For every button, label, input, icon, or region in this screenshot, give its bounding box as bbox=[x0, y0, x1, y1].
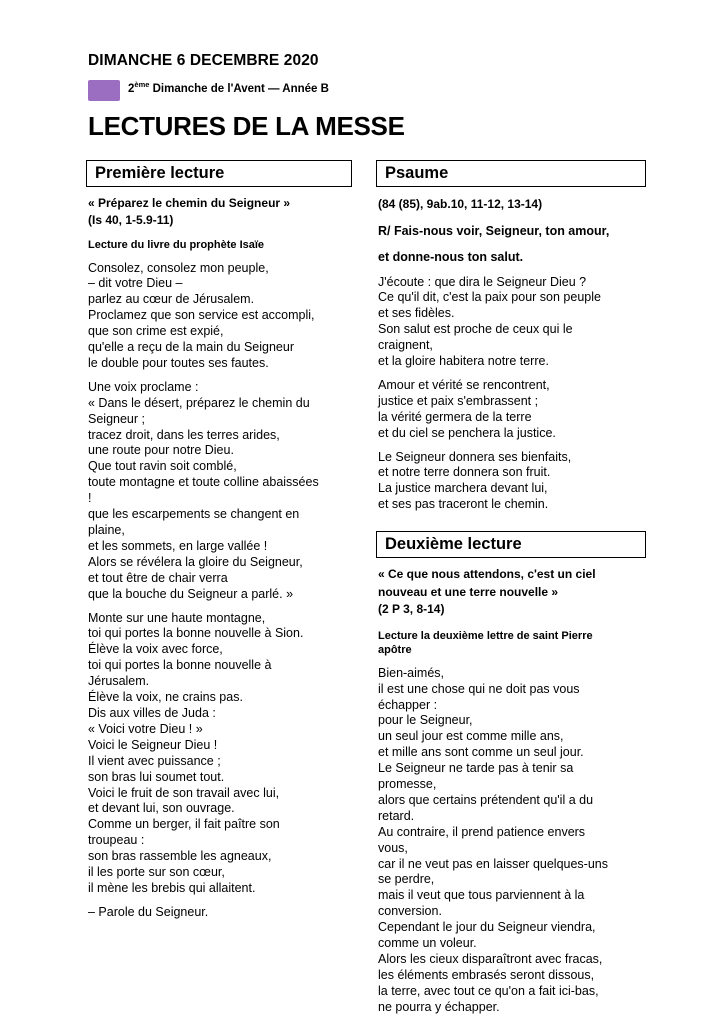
text-line: il mène les brebis qui allaitent. bbox=[88, 880, 256, 895]
text-line: et ses pas traceront le chemin. bbox=[378, 497, 549, 512]
intro-line: Lecture la deuxième lettre de saint Pierre bbox=[378, 629, 593, 642]
text-line: Consolez, consolez mon peuple, bbox=[88, 260, 269, 275]
text-line: que les escarpements se changent en bbox=[88, 507, 300, 522]
text-line: Élève la voix, ne crains pas. bbox=[88, 690, 243, 705]
subtitle-text: Dimanche de l'Avent — Année B bbox=[149, 82, 329, 95]
ref-line: (2 P 3, 8-14) bbox=[378, 602, 445, 617]
text-line: ! bbox=[88, 491, 92, 506]
text-line: La justice marchera devant lui, bbox=[378, 481, 548, 496]
text-line: que son crime est expié, bbox=[88, 324, 224, 339]
text-line: Proclamez que son service est accompli, bbox=[88, 308, 315, 323]
text-line: promesse, bbox=[378, 777, 437, 792]
stanza bbox=[378, 666, 646, 1016]
sunday-subtitle bbox=[128, 80, 329, 95]
second-reading-title: Deuxième lecture bbox=[376, 531, 646, 558]
ref-line: nouveau et une terre nouvelle » bbox=[378, 584, 559, 599]
text-line: et tout être de chair verra bbox=[88, 570, 228, 585]
text-line: Monte sur une haute montagne, bbox=[88, 610, 266, 625]
text-line: le double pour toutes ses fautes. bbox=[88, 355, 269, 370]
text-line: la vérité germera de la terre bbox=[378, 409, 532, 424]
text-line: alors que certains prétendent qu'il a du bbox=[378, 792, 594, 807]
stanza bbox=[88, 380, 352, 603]
text-line: conversion. bbox=[378, 904, 442, 919]
text-line: Au contraire, il prend patience envers bbox=[378, 824, 586, 839]
text-line: craignent, bbox=[378, 338, 433, 353]
text-line: un seul jour est comme mille ans, bbox=[378, 729, 564, 744]
text-line: Cependant le jour du Seigneur viendra, bbox=[378, 920, 596, 935]
text-line: son bras rassemble les agneaux, bbox=[88, 849, 272, 864]
text-line: Ce qu'il dit, c'est la paix pour son peuple bbox=[378, 290, 601, 305]
text-line: Élève la voix avec force, bbox=[88, 642, 223, 657]
liturgical-color-swatch bbox=[88, 80, 120, 101]
stanza bbox=[378, 378, 646, 442]
second-reading-intro bbox=[378, 629, 646, 658]
ref-line: « Préparez le chemin du Seigneur » bbox=[88, 196, 291, 210]
text-line: Bien-aimés, bbox=[378, 665, 444, 680]
text-line: se perdre, bbox=[378, 872, 435, 887]
right-column bbox=[376, 160, 646, 1016]
stanza bbox=[378, 450, 646, 514]
text-line: pour le Seigneur, bbox=[378, 713, 473, 728]
text-line: Le Seigneur ne tarde pas à tenir sa bbox=[378, 761, 574, 776]
text-line: son bras lui soumet tout. bbox=[88, 769, 225, 784]
text-line: une route pour notre Dieu. bbox=[88, 443, 234, 458]
psalm-reference bbox=[378, 196, 646, 213]
text-line: ne pourra y échapper. bbox=[378, 999, 500, 1014]
text-line: plaine, bbox=[88, 523, 125, 537]
text-line: vous, bbox=[378, 840, 408, 855]
text-line: et mille ans sont comme un seul jour. bbox=[378, 745, 584, 760]
text-line: Jérusalem. bbox=[88, 674, 150, 689]
page-title: LECTURES DE LA MESSE bbox=[88, 111, 405, 141]
first-reading-text bbox=[86, 261, 352, 921]
text-line: la terre, avec tout ce qu'on a fait ici-bas, bbox=[378, 983, 599, 998]
text-line: car il ne veut pas en laisser quelques-uns bbox=[378, 856, 608, 871]
text-line: les éléments embrasés seront dissous, bbox=[378, 967, 595, 982]
text-line: et la gloire habitera notre terre. bbox=[378, 354, 549, 369]
subtitle-superscript: ème bbox=[134, 80, 150, 89]
stanza bbox=[88, 261, 352, 372]
text-line: parlez au cœur de Jérusalem. bbox=[88, 292, 255, 307]
text-line: Alors se révélera la gloire du Seigneur, bbox=[88, 554, 303, 569]
text-line: – Parole du Seigneur. bbox=[88, 904, 209, 919]
text-line: et ses fidèles. bbox=[378, 306, 455, 321]
refrain-line: et donne-nous ton salut. bbox=[378, 249, 524, 264]
text-line: mais il veut que tous parviennent à la bbox=[378, 888, 585, 903]
text-line: tracez droit, dans les terres arides, bbox=[88, 427, 280, 442]
stanza bbox=[88, 905, 352, 921]
text-line: « Voici votre Dieu ! » bbox=[88, 721, 203, 736]
intro-line: apôtre bbox=[378, 644, 412, 657]
text-line: et du ciel se penchera la justice. bbox=[378, 425, 556, 440]
psalm-title: Psaume bbox=[376, 160, 646, 187]
ref-line: « Ce que nous attendons, c'est un ciel bbox=[378, 567, 596, 582]
text-line: « Dans le désert, préparez le chemin du bbox=[88, 395, 310, 410]
text-line: comme un voleur. bbox=[378, 936, 477, 951]
text-line: toute montagne et toute colline abaissées bbox=[88, 475, 319, 490]
stanza bbox=[88, 611, 352, 897]
ref-line: (84 (85), 9ab.10, 11-12, 13-14) bbox=[378, 197, 543, 211]
first-reading-reference bbox=[88, 195, 352, 228]
subtitle-number: 2 bbox=[128, 82, 135, 95]
text-line: toi qui portes la bonne nouvelle à bbox=[88, 658, 272, 673]
text-line: Comme un berger, il fait paître son bbox=[88, 817, 280, 832]
second-reading-text bbox=[376, 666, 646, 1016]
date-heading: DIMANCHE 6 DECEMBRE 2020 bbox=[88, 52, 319, 69]
text-line: Voici le fruit de son travail avec lui, bbox=[88, 785, 280, 800]
text-line: que la bouche du Seigneur a parlé. » bbox=[88, 586, 294, 601]
text-line: et notre terre donnera son fruit. bbox=[378, 465, 551, 480]
text-line: et devant lui, son ouvrage. bbox=[88, 801, 235, 816]
text-line: il les porte sur son cœur, bbox=[88, 865, 225, 880]
text-line: toi qui portes la bonne nouvelle à Sion. bbox=[88, 626, 304, 641]
text-line: qu'elle a reçu de la main du Seigneur bbox=[88, 340, 294, 355]
text-line: retard. bbox=[378, 808, 415, 823]
text-line: Une voix proclame : bbox=[88, 379, 199, 394]
psalm-refrain bbox=[378, 221, 646, 267]
text-line: échapper : bbox=[378, 697, 438, 712]
text-line: Seigneur ; bbox=[88, 411, 145, 426]
text-line: il est une chose qui ne doit pas vous bbox=[378, 681, 580, 696]
second-reading-reference bbox=[378, 566, 646, 619]
text-line: troupeau : bbox=[88, 833, 145, 848]
text-line: J'écoute : que dira le Seigneur Dieu ? bbox=[378, 274, 587, 289]
text-line: Voici le Seigneur Dieu ! bbox=[88, 737, 218, 752]
text-line: Que tout ravin soit comblé, bbox=[88, 459, 237, 474]
ref-line: (Is 40, 1-5.9-11) bbox=[88, 212, 174, 227]
text-line: – dit votre Dieu – bbox=[88, 276, 183, 291]
psalm-text bbox=[376, 275, 646, 514]
text-line: et les sommets, en large vallée ! bbox=[88, 538, 268, 553]
text-line: justice et paix s'embrassent ; bbox=[378, 393, 539, 408]
first-reading-title: Première lecture bbox=[86, 160, 352, 187]
text-line: Amour et vérité se rencontrent, bbox=[378, 377, 550, 392]
refrain-line: R/ Fais-nous voir, Seigneur, ton amour, bbox=[378, 223, 610, 238]
left-column bbox=[86, 160, 352, 921]
text-line: Dis aux villes de Juda : bbox=[88, 705, 216, 720]
text-line: Son salut est proche de ceux qui le bbox=[378, 322, 573, 337]
text-line: Il vient avec puissance ; bbox=[88, 753, 221, 768]
text-line: Alors les cieux disparaîtront avec fracas, bbox=[378, 952, 603, 966]
first-reading-intro: Lecture du livre du prophète Isaïe bbox=[88, 239, 265, 251]
text-line: Le Seigneur donnera ses bienfaits, bbox=[378, 449, 572, 464]
stanza bbox=[378, 275, 646, 370]
